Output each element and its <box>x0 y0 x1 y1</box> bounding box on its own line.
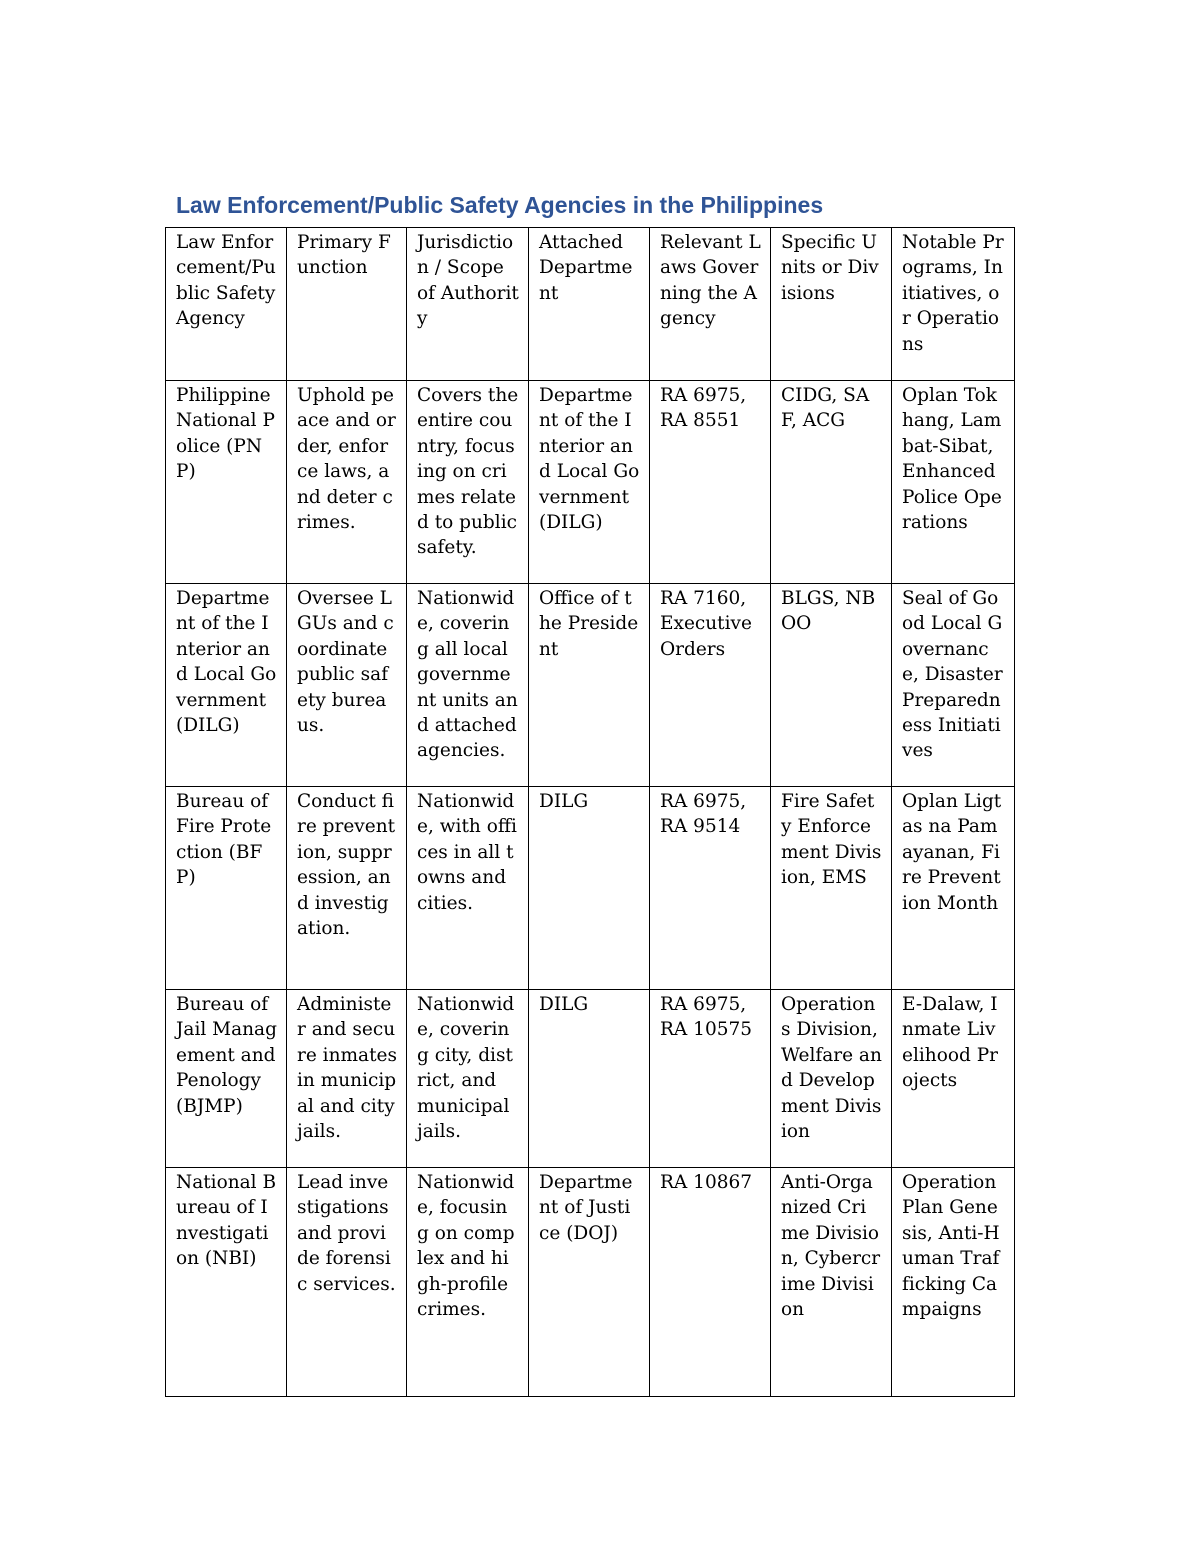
table-row <box>166 990 1015 1168</box>
table-row <box>166 1168 1015 1397</box>
table-cell: Bureau of Jail Management and Penology (BJMP) <box>166 990 287 1168</box>
table-cell: BLGS, NBOO <box>771 584 892 787</box>
table-cell: Operation Plan Genesis, Anti-Human Trafficking Campaigns <box>892 1168 1015 1397</box>
table-cell: Department of the Interior and Local Government (DILG) <box>166 584 287 787</box>
table-cell: Conduct fire prevention, suppression, and investigation. <box>287 787 407 990</box>
table-cell: Department of the Interior and Local Government (DILG) <box>529 381 650 584</box>
table-cell: RA 6975, RA 9514 <box>650 787 771 990</box>
table-cell: Philippine National Police (PNP) <box>166 381 287 584</box>
header-cell-department: Attached Department <box>529 228 650 381</box>
table-cell: Covers the entire country, focusing on crimes related to public safety. <box>407 381 529 584</box>
header-cell-programs: Notable Programs, Initiatives, or Operations <box>892 228 1015 381</box>
table-cell: Operations Division, Welfare and Development Division <box>771 990 892 1168</box>
table-cell: RA 6975, RA 10575 <box>650 990 771 1168</box>
table-cell: Seal of Good Local Governance, Disaster Preparedness Initiatives <box>892 584 1015 787</box>
table-cell: Administer and secure inmates in municipal and city jails. <box>287 990 407 1168</box>
table-row <box>166 584 1015 787</box>
header-cell-laws: Relevant Laws Governing the Agency <box>650 228 771 381</box>
header-cell-units: Specific Units or Divisions <box>771 228 892 381</box>
table-header-row <box>166 228 1015 381</box>
document-title: Law Enforcement/Public Safety Agencies in the Philippines <box>176 192 824 218</box>
header-cell-jurisdiction: Jurisdiction / Scope of Authority <box>407 228 529 381</box>
table-cell: DILG <box>529 990 650 1168</box>
table-cell: RA 6975, RA 8551 <box>650 381 771 584</box>
table-cell: Nationwide, focusing on complex and high-profile crimes. <box>407 1168 529 1397</box>
table-cell: Oplan Tokhang, Lambat-Sibat, Enhanced Police Operations <box>892 381 1015 584</box>
table-cell: Uphold peace and order, enforce laws, and deter crimes. <box>287 381 407 584</box>
table-cell: Bureau of Fire Protection (BFP) <box>166 787 287 990</box>
table-cell: CIDG, SAF, ACG <box>771 381 892 584</box>
table-cell: E-Dalaw, Inmate Livelihood Projects <box>892 990 1015 1168</box>
table-cell: Nationwide, covering city, district, and municipal jails. <box>407 990 529 1168</box>
table-cell: Oversee LGUs and coordinate public safety bureaus. <box>287 584 407 787</box>
table-cell: Nationwide, with offices in all towns and cities. <box>407 787 529 990</box>
table-cell: Nationwide, covering all local government units and attached agencies. <box>407 584 529 787</box>
table-row <box>166 787 1015 990</box>
table-cell: RA 10867 <box>650 1168 771 1397</box>
table-cell: Fire Safety Enforcement Division, EMS <box>771 787 892 990</box>
table-cell: National Bureau of Investigation (NBI) <box>166 1168 287 1397</box>
table-cell: RA 7160, Executive Orders <box>650 584 771 787</box>
table-cell: Oplan Ligtas na Pamayanan, Fire Prevention Month <box>892 787 1015 990</box>
table-cell: Department of Justice (DOJ) <box>529 1168 650 1397</box>
table-cell: Office of the President <box>529 584 650 787</box>
header-cell-agency: Law Enforcement/Public Safety Agency <box>166 228 287 381</box>
table-cell: Anti-Organized Crime Division, Cybercrime Division <box>771 1168 892 1397</box>
table-cell: Lead investigations and provide forensic services. <box>287 1168 407 1397</box>
agencies-table <box>165 227 1015 1397</box>
header-cell-function: Primary Function <box>287 228 407 381</box>
table-cell: DILG <box>529 787 650 990</box>
table-row <box>166 381 1015 584</box>
